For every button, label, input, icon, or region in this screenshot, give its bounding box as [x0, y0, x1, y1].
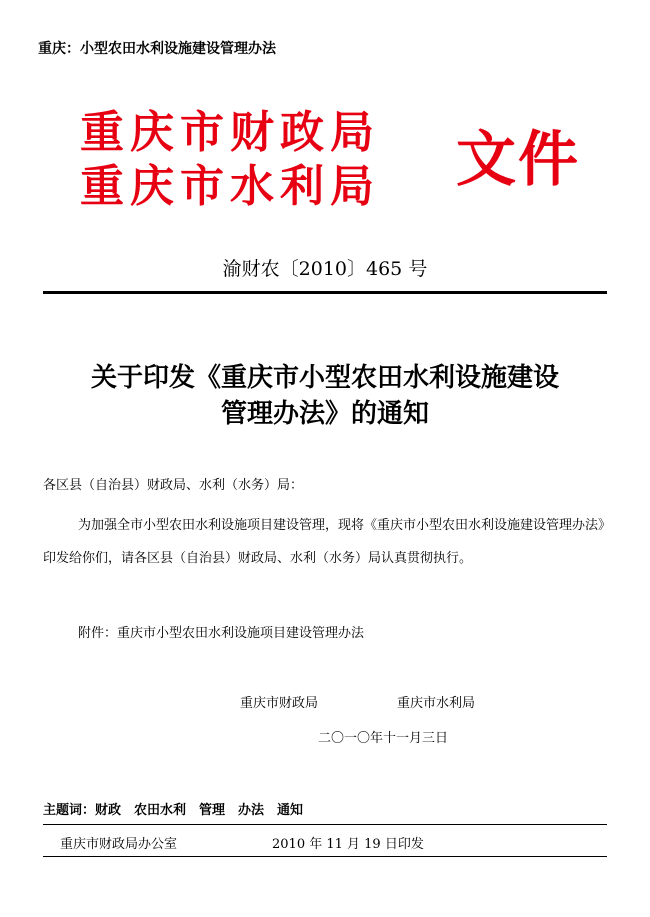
footer-office: 重庆市财政局办公室 [60, 837, 178, 852]
signature-finance-bureau: 重庆市财政局 [240, 696, 319, 711]
wenjian-label: 文件 [456, 125, 580, 195]
footer-divider-bottom [43, 856, 607, 857]
attachment-note: 附件：重庆市小型农田水利设施项目建设管理办法 [78, 626, 365, 641]
notice-title-line1: 关于印发《重庆市小型农田水利设施建设 [90, 363, 559, 393]
footer-divider-top [43, 824, 607, 825]
document-number: 渝财农〔2010〕465 号 [222, 258, 428, 280]
top-title: 重庆：小型农田水利设施建设管理办法 [38, 41, 276, 57]
issuer-line-finance: 重庆市财政局 [80, 107, 380, 158]
subject-keywords: 主题词：财政 农田水利 管理 办法 通知 [43, 803, 304, 818]
footer-print-date: 2010 年 11 月 19 日印发 [272, 837, 424, 852]
body-paragraph-line2: 印发给你们，请各区县（自治县）财政局、水利（水务）局认真贯彻执行。 [43, 551, 473, 566]
issue-date: 二〇一〇年十一月三日 [318, 731, 449, 746]
body-paragraph-line1: 为加强全市小型农田水利设施项目建设管理，现将《重庆市小型农田水利设施建设管理办法》 [78, 518, 612, 533]
addressee: 各区县（自治县）财政局、水利（水务）局： [43, 478, 304, 493]
signature-water-bureau: 重庆市水利局 [397, 696, 476, 711]
header-divider [43, 291, 607, 294]
notice-title-line2: 管理办法》的通知 [220, 399, 429, 429]
issuer-line-water: 重庆市水利局 [80, 161, 380, 212]
